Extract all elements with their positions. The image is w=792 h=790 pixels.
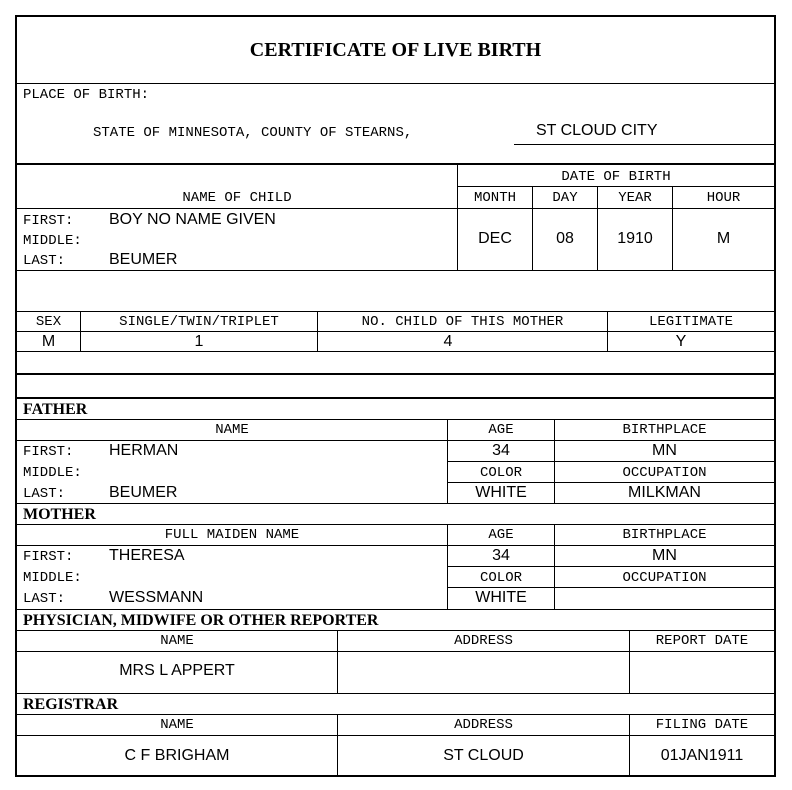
father-middle-label: MIDDLE: — [23, 465, 82, 481]
rule — [17, 311, 774, 312]
child-first-label: FIRST: — [23, 213, 74, 229]
rule — [17, 373, 774, 375]
certificate-title: CERTIFICATE OF LIVE BIRTH — [249, 39, 542, 61]
rule — [17, 651, 774, 652]
mother-first-label: FIRST: — [23, 549, 74, 565]
hour-label: HOUR — [706, 190, 741, 206]
city-underline — [514, 144, 774, 145]
sex-value: M — [41, 333, 56, 350]
father-age: 34 — [492, 442, 510, 459]
filing-date-label: FILING DATE — [655, 717, 749, 733]
name-of-child-header: NAME OF CHILD — [182, 190, 292, 206]
child-last-label: LAST: — [23, 253, 66, 269]
birth-year: 1910 — [617, 230, 653, 247]
father-name-header: NAME — [215, 422, 249, 438]
rule — [17, 735, 774, 736]
plurality-value: 1 — [194, 333, 204, 350]
child-number-label: NO. CHILD OF THIS MOTHER — [361, 314, 564, 330]
child-first-name: BOY NO NAME GIVEN — [109, 211, 276, 228]
rule — [17, 331, 774, 332]
rule — [17, 630, 774, 631]
father-last-name: BEUMER — [109, 484, 178, 501]
legitimate-value: Y — [675, 333, 687, 350]
rule — [17, 609, 774, 610]
rule — [17, 503, 774, 504]
rule — [17, 397, 774, 399]
father-occupation: MILKMAN — [628, 484, 701, 501]
registrar-address-label: ADDRESS — [454, 717, 513, 733]
day-label: DAY — [552, 190, 578, 206]
rule — [17, 693, 774, 694]
mother-birthplace: MN — [652, 547, 677, 564]
sex-label: SEX — [35, 314, 62, 330]
mother-color-label: COLOR — [479, 570, 522, 586]
rule — [447, 482, 774, 483]
reporter-address-label: ADDRESS — [454, 633, 513, 649]
birth-certificate — [15, 15, 776, 777]
father-color-label: COLOR — [479, 465, 522, 481]
mother-birthplace-label: BIRTHPLACE — [622, 527, 707, 543]
plurality-label: SINGLE/TWIN/TRIPLET — [119, 314, 279, 330]
rule — [17, 714, 774, 715]
father-first-label: FIRST: — [23, 444, 74, 460]
rule — [17, 351, 774, 352]
father-occupation-label: OCCUPATION — [622, 465, 707, 481]
registrar-address: ST CLOUD — [443, 747, 524, 764]
child-last-name: BEUMER — [109, 251, 178, 268]
report-date-label: REPORT DATE — [655, 633, 749, 649]
registrar-name: C F BRIGHAM — [124, 747, 230, 764]
birth-hour: M — [716, 230, 731, 247]
mother-name-header: FULL MAIDEN NAME — [164, 527, 300, 543]
birth-month: DEC — [478, 230, 512, 247]
state-county-text: STATE OF MINNESOTA, COUNTY OF STEARNS, — [93, 125, 413, 141]
rule — [17, 163, 774, 165]
rule — [457, 186, 774, 187]
mother-section-heading: MOTHER — [23, 506, 96, 523]
rule — [447, 461, 774, 462]
father-section-heading: FATHER — [23, 401, 88, 418]
rule — [17, 524, 774, 525]
mother-first-name: THERESA — [109, 547, 185, 564]
rule — [17, 208, 774, 209]
mother-middle-label: MIDDLE: — [23, 570, 82, 586]
date-of-birth-header: DATE OF BIRTH — [561, 169, 671, 185]
rule — [447, 587, 774, 588]
father-color: WHITE — [475, 484, 527, 501]
mother-age: 34 — [492, 547, 510, 564]
birth-city: ST CLOUD CITY — [536, 122, 658, 139]
child-middle-label: MIDDLE: — [23, 233, 82, 249]
registrar-section-heading: REGISTRAR — [23, 696, 119, 713]
father-age-label: AGE — [488, 422, 514, 438]
filing-date: 01JAN1911 — [660, 747, 744, 764]
registrar-name-label: NAME — [160, 717, 194, 733]
father-last-label: LAST: — [23, 486, 66, 502]
reporter-name-label: NAME — [160, 633, 194, 649]
father-birthplace-label: BIRTHPLACE — [622, 422, 707, 438]
mother-age-label: AGE — [488, 527, 514, 543]
rule — [17, 83, 774, 84]
father-birthplace: MN — [652, 442, 677, 459]
rule — [17, 419, 774, 420]
place-of-birth-label: PLACE OF BIRTH: — [23, 87, 150, 103]
child-number-value: 4 — [443, 333, 453, 350]
mother-last-name: WESSMANN — [109, 589, 204, 606]
rule — [447, 566, 774, 567]
mother-occupation-label: OCCUPATION — [622, 570, 707, 586]
rule — [17, 270, 774, 271]
year-label: YEAR — [618, 190, 652, 206]
month-label: MONTH — [473, 190, 516, 206]
father-first-name: HERMAN — [109, 442, 179, 459]
reporter-name: MRS L APPERT — [119, 662, 235, 679]
mother-color: WHITE — [475, 589, 527, 606]
rule — [17, 440, 774, 441]
rule — [17, 545, 774, 546]
reporter-section-heading: PHYSICIAN, MIDWIFE OR OTHER REPORTER — [23, 612, 379, 629]
mother-last-label: LAST: — [23, 591, 66, 607]
legitimate-label: LEGITIMATE — [648, 314, 733, 330]
birth-day: 08 — [556, 230, 574, 247]
